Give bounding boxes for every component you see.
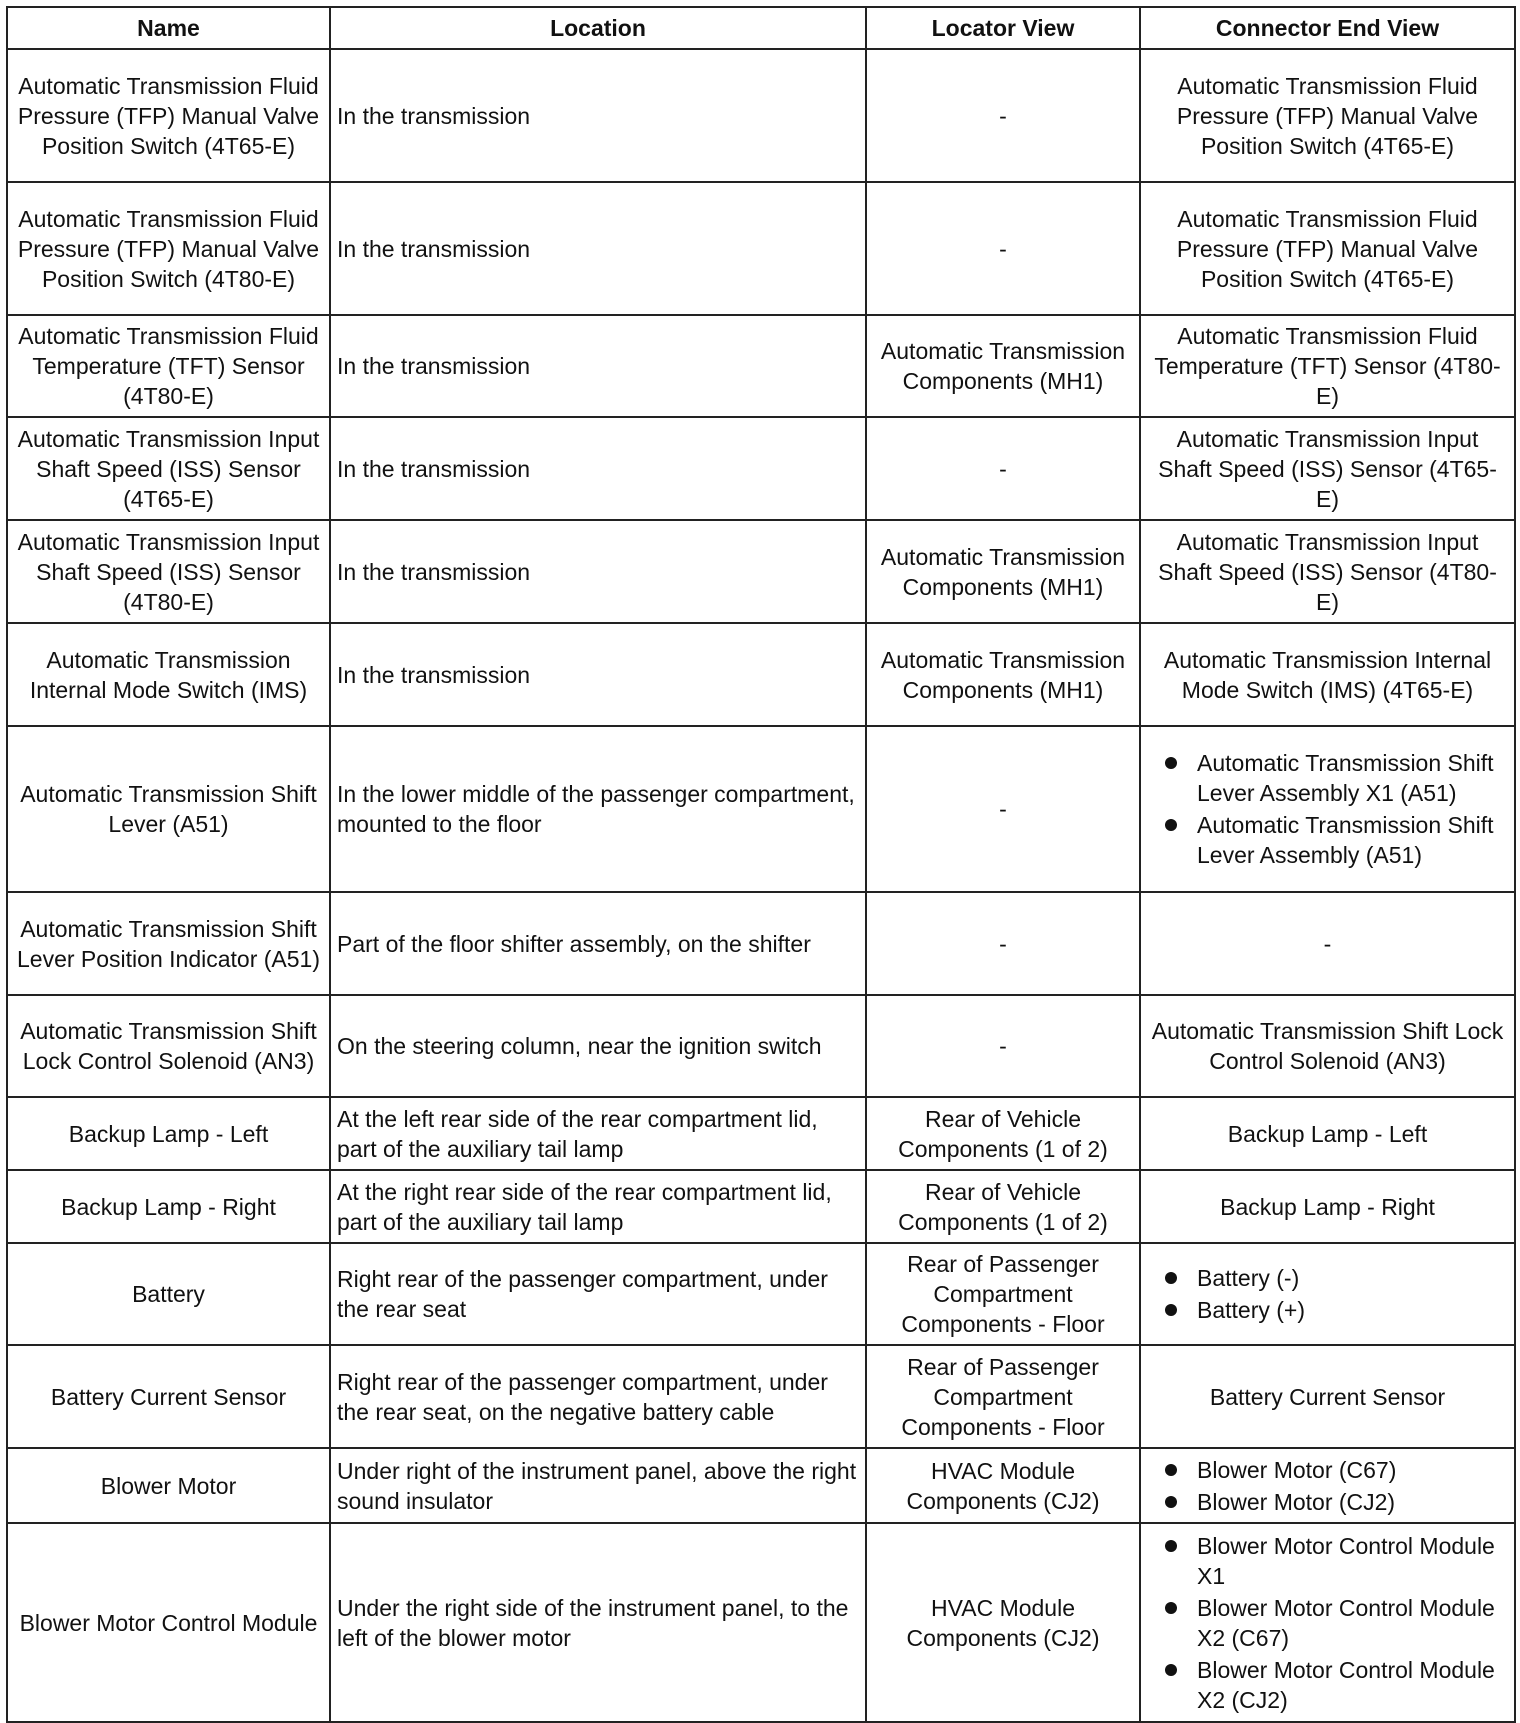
row-location: In the lower middle of the passenger compartment, mounted to the floor	[330, 726, 866, 892]
connector-bullet-item: Automatic Transmission Shift Lever Assembly (A51)	[1165, 810, 1508, 870]
component-locator-table	[6, 6, 1516, 1723]
table-row	[7, 1097, 1515, 1170]
row-connector-end-view	[1140, 726, 1515, 892]
connector-bullet-list	[1147, 1531, 1508, 1715]
row-name: Automatic Transmission Input Shaft Speed (ISS) Sensor (4T80-E)	[7, 520, 330, 623]
connector-bullet-item: Battery (-)	[1165, 1263, 1508, 1293]
row-locator-view: HVAC Module Components (CJ2)	[866, 1448, 1140, 1523]
table-row	[7, 1345, 1515, 1448]
row-connector-end-view: Automatic Transmission Internal Mode Switch (IMS) (4T65-E)	[1140, 623, 1515, 726]
row-name: Automatic Transmission Shift Lock Control Solenoid (AN3)	[7, 995, 330, 1097]
row-location: On the steering column, near the ignition switch	[330, 995, 866, 1097]
connector-bullet-item: Blower Motor Control Module X2 (C67)	[1165, 1593, 1508, 1653]
row-name: Automatic Transmission Fluid Pressure (TFP) Manual Valve Position Switch (4T65-E)	[7, 49, 330, 182]
table-row	[7, 1448, 1515, 1523]
row-locator-view: Rear of Passenger Compartment Components - Floor	[866, 1243, 1140, 1345]
row-location: In the transmission	[330, 520, 866, 623]
row-name: Automatic Transmission Shift Lever (A51)	[7, 726, 330, 892]
connector-bullet-item: Blower Motor (CJ2)	[1165, 1487, 1508, 1517]
row-location: Right rear of the passenger compartment, under the rear seat, on the negative battery cable	[330, 1345, 866, 1448]
row-name: Automatic Transmission Internal Mode Switch (IMS)	[7, 623, 330, 726]
connector-bullet-list	[1147, 1455, 1508, 1517]
row-connector-end-view	[1140, 1523, 1515, 1722]
row-locator-view: -	[866, 892, 1140, 995]
connector-bullet-item: Automatic Transmission Shift Lever Assembly X1 (A51)	[1165, 748, 1508, 808]
row-location: Under right of the instrument panel, above the right sound insulator	[330, 1448, 866, 1523]
row-location: In the transmission	[330, 49, 866, 182]
row-name: Automatic Transmission Fluid Temperature (TFT) Sensor (4T80-E)	[7, 315, 330, 417]
component-locator-table-wrapper	[6, 6, 1516, 1723]
table-row	[7, 417, 1515, 520]
connector-bullet-list	[1147, 1263, 1508, 1325]
row-locator-view: Automatic Transmission Components (MH1)	[866, 623, 1140, 726]
column-header-locator-view: Locator View	[866, 7, 1140, 49]
row-locator-view: -	[866, 49, 1140, 182]
row-name: Blower Motor	[7, 1448, 330, 1523]
row-connector-end-view: Automatic Transmission Fluid Pressure (TFP) Manual Valve Position Switch (4T65-E)	[1140, 49, 1515, 182]
table-row	[7, 49, 1515, 182]
table-row	[7, 1523, 1515, 1722]
connector-bullet-item: Blower Motor Control Module X1	[1165, 1531, 1508, 1591]
row-connector-end-view: -	[1140, 892, 1515, 995]
row-locator-view: Rear of Vehicle Components (1 of 2)	[866, 1097, 1140, 1170]
row-location: In the transmission	[330, 417, 866, 520]
row-name: Battery	[7, 1243, 330, 1345]
row-connector-end-view: Automatic Transmission Input Shaft Speed (ISS) Sensor (4T80-E)	[1140, 520, 1515, 623]
row-locator-view: Rear of Vehicle Components (1 of 2)	[866, 1170, 1140, 1243]
row-location: In the transmission	[330, 623, 866, 726]
table-row	[7, 182, 1515, 315]
row-name: Blower Motor Control Module	[7, 1523, 330, 1722]
row-location: At the left rear side of the rear compartment lid, part of the auxiliary tail lamp	[330, 1097, 866, 1170]
table-row	[7, 1243, 1515, 1345]
table-row	[7, 315, 1515, 417]
row-locator-view: Rear of Passenger Compartment Components - Floor	[866, 1345, 1140, 1448]
row-name: Automatic Transmission Input Shaft Speed (ISS) Sensor (4T65-E)	[7, 417, 330, 520]
column-header-name: Name	[7, 7, 330, 49]
row-connector-end-view: Battery Current Sensor	[1140, 1345, 1515, 1448]
table-header-row	[7, 7, 1515, 49]
row-locator-view: -	[866, 417, 1140, 520]
connector-bullet-list	[1147, 748, 1508, 870]
row-locator-view: -	[866, 182, 1140, 315]
row-location: Under the right side of the instrument panel, to the left of the blower motor	[330, 1523, 866, 1722]
table-row	[7, 892, 1515, 995]
row-location: At the right rear side of the rear compartment lid, part of the auxiliary tail lamp	[330, 1170, 866, 1243]
row-locator-view: Automatic Transmission Components (MH1)	[866, 520, 1140, 623]
row-name: Automatic Transmission Fluid Pressure (TFP) Manual Valve Position Switch (4T80-E)	[7, 182, 330, 315]
row-location: In the transmission	[330, 315, 866, 417]
row-connector-end-view: Automatic Transmission Input Shaft Speed (ISS) Sensor (4T65-E)	[1140, 417, 1515, 520]
column-header-connector-end-view: Connector End View	[1140, 7, 1515, 49]
row-locator-view: -	[866, 995, 1140, 1097]
row-name: Backup Lamp - Right	[7, 1170, 330, 1243]
row-location: In the transmission	[330, 182, 866, 315]
table-row	[7, 726, 1515, 892]
table-row	[7, 1170, 1515, 1243]
column-header-location: Location	[330, 7, 866, 49]
row-locator-view: -	[866, 726, 1140, 892]
row-name: Battery Current Sensor	[7, 1345, 330, 1448]
connector-bullet-item: Battery (+)	[1165, 1295, 1508, 1325]
row-location: Part of the floor shifter assembly, on the shifter	[330, 892, 866, 995]
table-row	[7, 623, 1515, 726]
row-name: Backup Lamp - Left	[7, 1097, 330, 1170]
table-row	[7, 995, 1515, 1097]
row-connector-end-view: Automatic Transmission Shift Lock Control Solenoid (AN3)	[1140, 995, 1515, 1097]
row-name: Automatic Transmission Shift Lever Position Indicator (A51)	[7, 892, 330, 995]
row-connector-end-view: Automatic Transmission Fluid Pressure (TFP) Manual Valve Position Switch (4T65-E)	[1140, 182, 1515, 315]
row-connector-end-view: Automatic Transmission Fluid Temperature (TFT) Sensor (4T80-E)	[1140, 315, 1515, 417]
row-connector-end-view	[1140, 1448, 1515, 1523]
row-location: Right rear of the passenger compartment, under the rear seat	[330, 1243, 866, 1345]
table-row	[7, 520, 1515, 623]
row-locator-view: HVAC Module Components (CJ2)	[866, 1523, 1140, 1722]
connector-bullet-item: Blower Motor (C67)	[1165, 1455, 1508, 1485]
row-locator-view: Automatic Transmission Components (MH1)	[866, 315, 1140, 417]
row-connector-end-view: Backup Lamp - Left	[1140, 1097, 1515, 1170]
connector-bullet-item: Blower Motor Control Module X2 (CJ2)	[1165, 1655, 1508, 1715]
row-connector-end-view	[1140, 1243, 1515, 1345]
row-connector-end-view: Backup Lamp - Right	[1140, 1170, 1515, 1243]
